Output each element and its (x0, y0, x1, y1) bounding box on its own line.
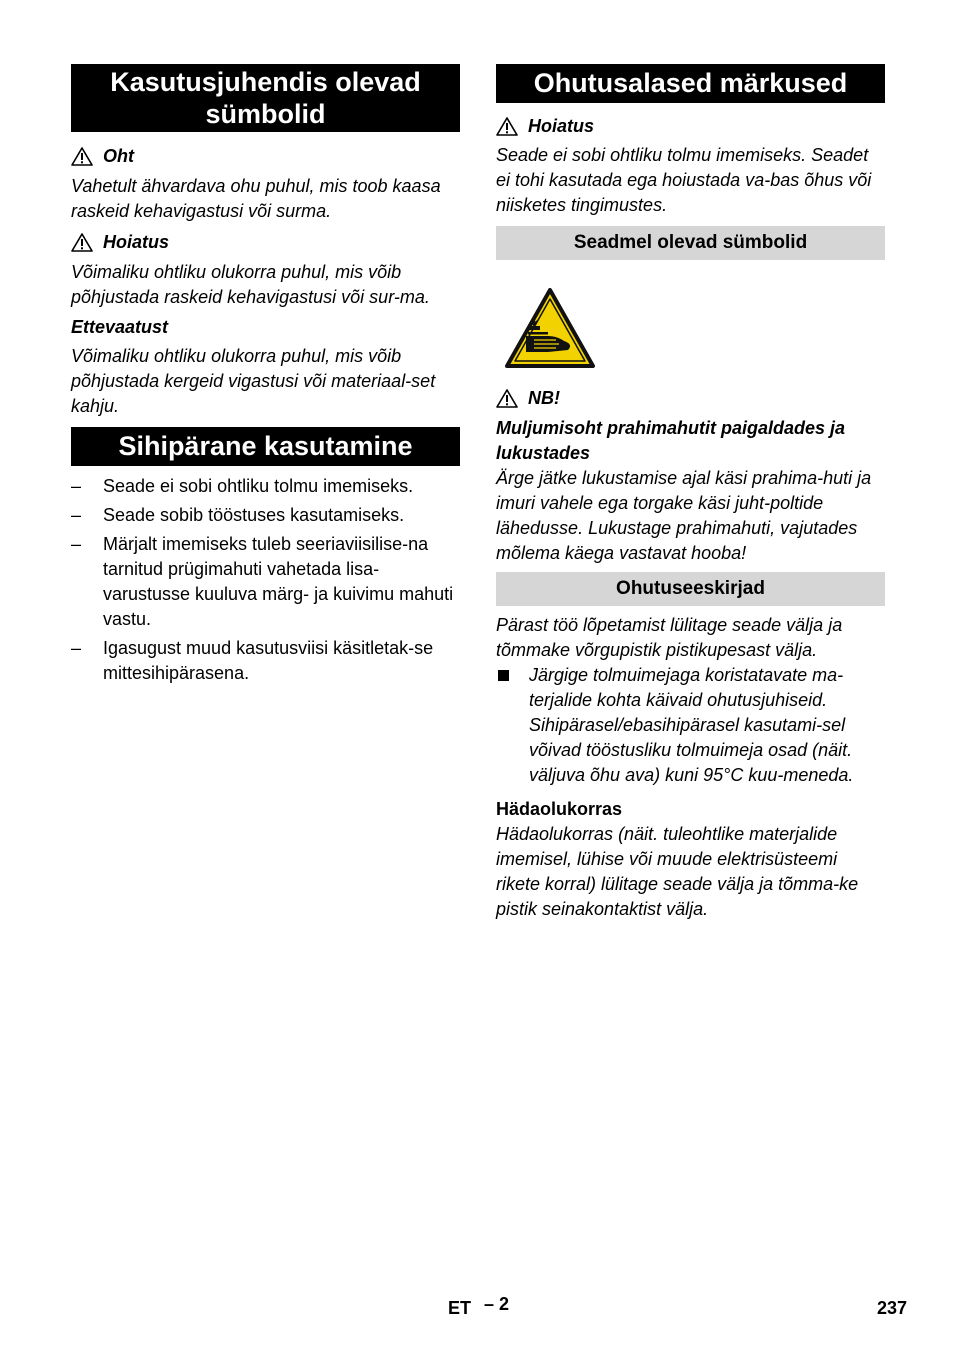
warning-triangle-icon (71, 233, 93, 252)
hoiatus-text: Võimaliku ohtliku olukorra puhul, mis võib põhjustada raskeid kehavigastusi või sur-ma. (71, 262, 430, 307)
list-item: – Igasugust muud kasutusviisi käsitletak-se mittesihipärasena. (71, 638, 434, 683)
regulations-intro: Pärast töö lõpetamist lülitage seade välja ja tõmmake võrgupistik pistikupesast välja. (496, 615, 843, 660)
list-item: – Seade sobib tööstuses kasutamiseks. (71, 505, 405, 525)
hoiatus-label: Hoiatus (528, 116, 595, 136)
hoiatus-heading (496, 114, 885, 139)
crush-title: Muljumisoht prahimahutit paigaldades ja lukustades (496, 418, 846, 463)
emergency-title: Hädaolukorras (496, 799, 623, 819)
hand-crush-warning-sign-icon (504, 286, 596, 370)
hoiatus-label: Hoiatus (103, 232, 170, 252)
hoiatus-text: Seade ei sobi ohtliku tolmu imemiseks. Seadet ei tohi kasutada ega hoiustada va-bas õhus või niisketes tingimustes. (496, 145, 872, 215)
footer-lang: ET (448, 1298, 472, 1318)
symbols-heading: Kasutusjuhendis olevad sümbolid (71, 64, 460, 132)
nb-label: NB! (528, 388, 560, 408)
warning-triangle-icon (71, 147, 93, 166)
left-column (71, 64, 460, 690)
regulations-item: Järgige tolmuimejaga koristatavate ma-terjalide kohta käivaid ohutusjuhiseid. Sihipärasel/ebasihipärasel kasutami-sel võivad tööstusliku tolmuimeja osad (näit. väljuva õhu ava) kuni 95°C kuu-meneda. (496, 663, 885, 788)
nb-heading (496, 386, 885, 411)
device-symbols-heading: Seadmel olevad sümbolid (496, 226, 885, 260)
crush-text: Ärge jätke lukustamise ajal käsi prahima-huti ja imuri vahele ega torgake käsi juht-poltide lähedusse. Lukustage prahimahuti, vajutades mõlema käega vastavat hooba! (496, 468, 872, 563)
oht-label: Oht (103, 146, 134, 166)
footer-page-sub: – 2 (484, 1294, 510, 1314)
square-bullet-icon (498, 670, 509, 681)
hoiatus-heading (71, 230, 460, 255)
oht-heading (71, 144, 460, 169)
warning-triangle-icon (496, 389, 518, 408)
usage-list (71, 474, 460, 686)
ettevaatust-text: Võimaliku ohtliku olukorra puhul, mis võib põhjustada kergeid vigastusi või materiaal-set kahju. (71, 346, 436, 416)
ettevaatust-label: Ettevaatust (71, 317, 169, 337)
usage-heading: Sihipärane kasutamine (71, 427, 460, 466)
oht-text: Vahetult ähvardava ohu puhul, mis toob kaasa raskeid kehavigastusi või surma. (71, 176, 441, 221)
list-item: – Märjalt imemiseks tuleb seeriaviisilise-na tarnitud prügimahuti vahetada lisa-varustusse kuuluva märg- ja kuivimu mahuti vastu. (71, 534, 454, 629)
right-column (496, 64, 885, 922)
emergency-text: Hädaolukorras (näit. tuleohtlike materjalide imemisel, lühise või muude elektrisüsteemi rikete korral) lülitage seade välja ja tõmma-ke pistik seinakontaktist välja. (496, 824, 859, 919)
safety-heading: Ohutusalased märkused (496, 64, 885, 103)
footer-page-number: 237 (877, 1298, 908, 1318)
warning-triangle-icon (496, 117, 518, 136)
regulations-heading: Ohutuseeskirjad (496, 572, 885, 606)
list-item: – Seade ei sobi ohtliku tolmu imemiseks. (71, 476, 414, 496)
